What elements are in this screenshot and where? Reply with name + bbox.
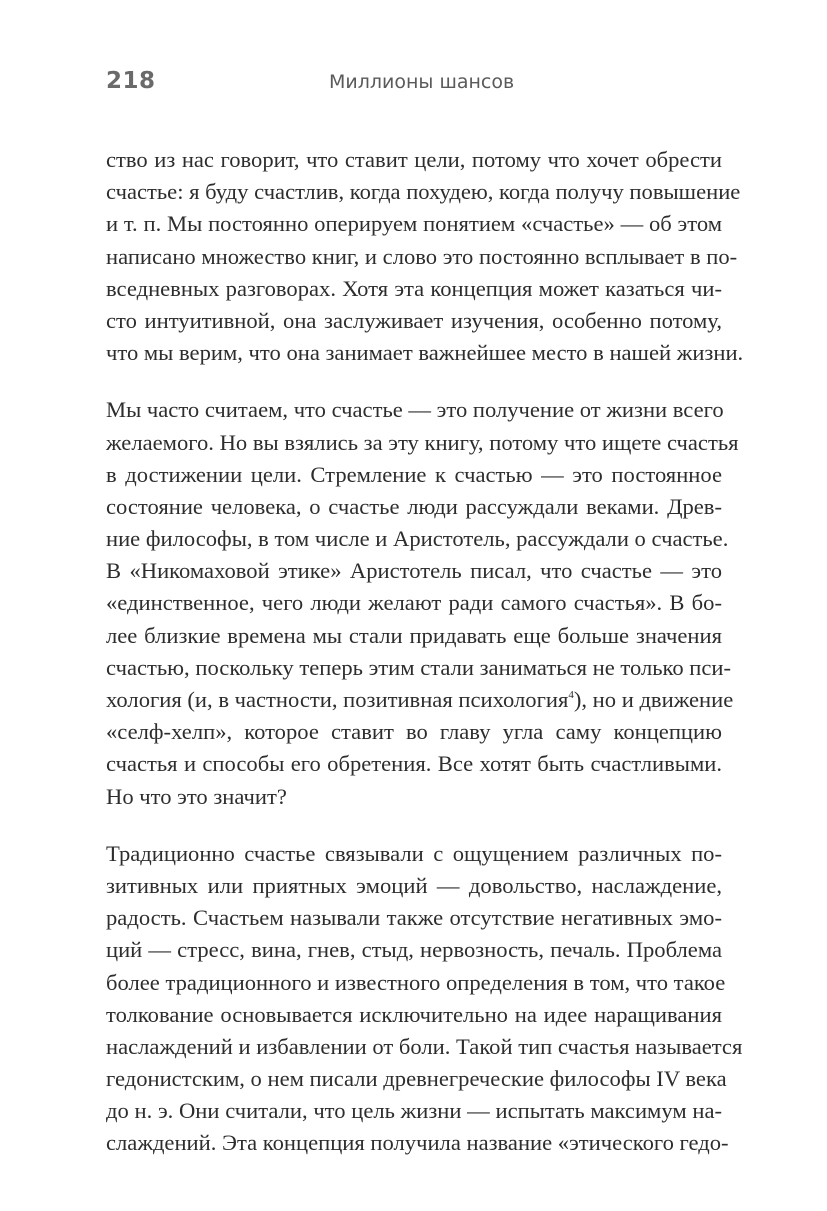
text-line: ство из нас говорит, что ставит цели, потому что хочет обрести bbox=[106, 147, 722, 172]
running-head bbox=[106, 64, 721, 104]
text-line: «единственное, чего люди желают ради самого счастья». В бо- bbox=[106, 590, 722, 616]
body-text bbox=[106, 144, 744, 1185]
text-line: в достижении цели. Стремление к счастью — это постоянное bbox=[106, 461, 722, 487]
text-line: гедонистским, о нем писали древнегреческие философы IV века bbox=[106, 1066, 727, 1092]
paragraph-2 bbox=[106, 394, 739, 812]
text-line: до н. э. Они считали, что цель жизни — испытать максимум на- bbox=[106, 1098, 722, 1124]
text-line: зитивных или приятных эмоций — довольство, наслаждение, bbox=[106, 872, 722, 898]
text-line: счастья и способы его обретения. Все хотят быть счастливыми. bbox=[106, 751, 722, 777]
text-line: лее близкие времена мы стали придавать еще больше значения bbox=[106, 622, 722, 648]
text-line: сто интуитивной, она заслуживает изучения, особенно потому, bbox=[106, 307, 722, 333]
text-line: толкование основывается исключительно на идее наращивания bbox=[106, 1001, 722, 1027]
text-line: и т. п. Мы постоянно оперируем понятием «счастье» — об этом bbox=[106, 211, 722, 237]
text-line: радость. Счастьем называли также отсутствие негативных эмо- bbox=[106, 905, 722, 931]
text-line: счастью, поскольку теперь этим стали заниматься не только пси- bbox=[106, 654, 732, 680]
paragraph-3 bbox=[106, 838, 743, 1160]
page-number: 218 bbox=[106, 68, 156, 94]
text-line: ние философы, в том числе и Аристотель, рассуждали о счастье. bbox=[106, 526, 729, 552]
text-line: Но что это значит? bbox=[106, 783, 287, 809]
footnote-line-start: хология (и, в частности, позитивная психология bbox=[106, 687, 569, 712]
text-line: наслаждений и избавлении от боли. Такой тип счастья называется bbox=[106, 1033, 743, 1059]
text-line: что мы верим, что она занимает важнейшее место в нашей жизни. bbox=[106, 340, 744, 366]
text-line: желаемого. Но вы взялись за эту книгу, потому что ищете счастья bbox=[106, 429, 739, 455]
text-line: слаждений. Эта концепция получила название «этического гедо- bbox=[106, 1130, 729, 1156]
text-line-with-footnote bbox=[106, 684, 734, 716]
text-line: вседневных разговорах. Хотя эта концепция может казаться чи- bbox=[106, 275, 722, 301]
running-title: Миллионы шансов bbox=[329, 71, 515, 93]
text-line: состояние человека, о счастье люди рассуждали веками. Древ- bbox=[106, 493, 722, 519]
text-line: написано множество книг, и слово это постоянно всплывает в по- bbox=[106, 243, 738, 269]
text-line: Мы часто считаем, что счастье — это получение от жизни всего bbox=[106, 397, 724, 423]
text-line: более традиционного и известного определения в том, что такое bbox=[106, 969, 726, 995]
footnote-marker[interactable]: 4 bbox=[568, 689, 574, 701]
text-line: В «Никомаховой этике» Аристотель писал, что счастье — это bbox=[106, 558, 722, 584]
footnote-line-end: ), но и движение bbox=[573, 687, 734, 712]
text-line: Традиционно счастье связывали с ощущением различных по- bbox=[106, 840, 722, 866]
paragraph-1 bbox=[106, 144, 744, 369]
text-line: ций — стресс, вина, гнев, стыд, нервозность, печаль. Проблема bbox=[106, 937, 722, 963]
text-line: «селф-хелп», которое ставит во главу угла саму концепцию bbox=[106, 719, 722, 745]
text-line: счастье: я буду счастлив, когда похудею, когда получу повышение bbox=[106, 179, 741, 205]
